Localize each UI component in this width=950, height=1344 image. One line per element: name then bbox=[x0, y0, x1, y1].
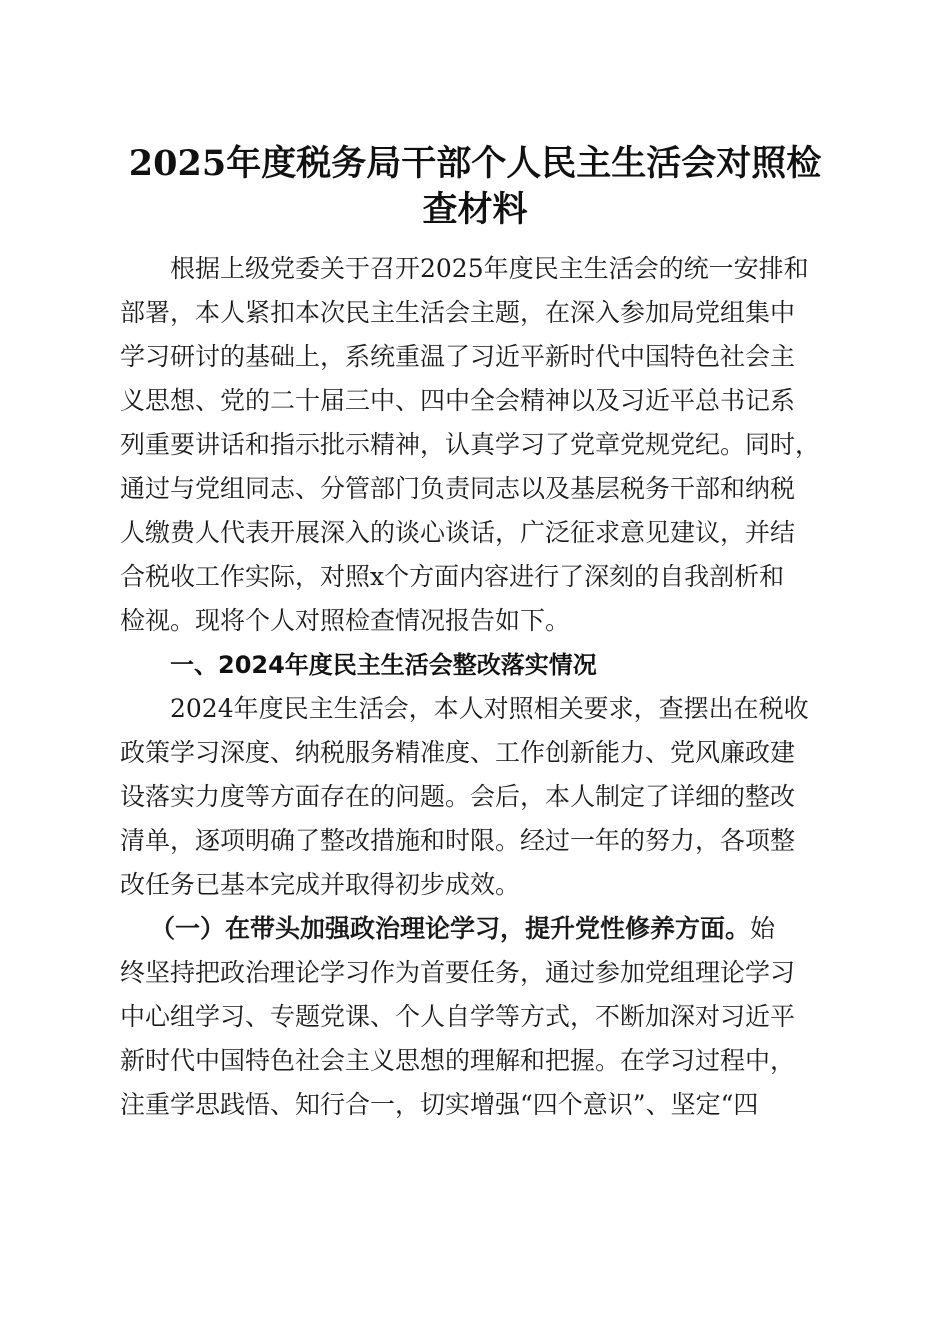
intro-line: 义思想、党的二十届三中、四中全会精神以及习近平总书记系 bbox=[120, 386, 796, 415]
subsection1-line: 注重学思践悟、知行合一，切实增强“四个意识”、坚定“四 bbox=[120, 1090, 759, 1119]
section1-line: 政策学习深度、纳税服务精准度、工作创新能力、党风廉政建 bbox=[120, 738, 796, 767]
document-title-line-1: 2025年度税务局干部个人民主生活会对照检 bbox=[128, 143, 822, 184]
subsection1-line: 终坚持把政治理论学习作为首要任务，通过参加党组理论学习 bbox=[120, 958, 796, 987]
intro-line: 合税收工作实际，对照x个方面内容进行了深刻的自我剖析和 bbox=[120, 562, 785, 591]
section1-line: 清单，逐项明确了整改措施和时限。经过一年的努力，各项整 bbox=[120, 826, 796, 855]
intro-line: 学习研讨的基础上，系统重温了习近平新时代中国特色社会主 bbox=[120, 342, 796, 371]
section1-line: 改任务已基本完成并取得初步成效。 bbox=[120, 870, 521, 899]
intro-line: 根据上级党委关于召开2025年度民主生活会的统一安排和 bbox=[170, 254, 809, 283]
subsection1-first-line bbox=[150, 907, 840, 951]
subsection1-first-rest: 始 bbox=[750, 914, 776, 943]
section-heading: 一、2024年度民主生活会整改落实情况 bbox=[170, 651, 597, 679]
subsection1-heading: （一）在带头加强政治理论学习，提升党性修养方面。 bbox=[150, 914, 751, 943]
section1-line: 设落实力度等方面存在的问题。会后，本人制定了详细的整改 bbox=[120, 782, 796, 811]
section1-line: 2024年度民主生活会，本人对照相关要求，查摆出在税收 bbox=[170, 694, 809, 723]
document-title-line-2: 查材料 bbox=[422, 189, 528, 230]
intro-line: 人缴费人代表开展深入的谈心谈话，广泛征求意见建议，并结 bbox=[120, 518, 796, 547]
subsection1-line: 中心组学习、专题党课、个人自学等方式，不断加深对习近平 bbox=[120, 1002, 796, 1031]
intro-line: 通过与党组同志、分管部门负责同志以及基层税务干部和纳税 bbox=[120, 474, 796, 503]
intro-line: 部署，本人紧扣本次民主生活会主题，在深入参加局党组集中 bbox=[120, 298, 796, 327]
intro-line: 列重要讲话和指示批示精神，认真学习了党章党规党纪。同时， bbox=[120, 430, 821, 459]
subsection1-line: 新时代中国特色社会主义思想的理解和把握。在学习过程中， bbox=[120, 1046, 796, 1075]
intro-line: 检视。现将个人对照检查情况报告如下。 bbox=[120, 606, 571, 635]
